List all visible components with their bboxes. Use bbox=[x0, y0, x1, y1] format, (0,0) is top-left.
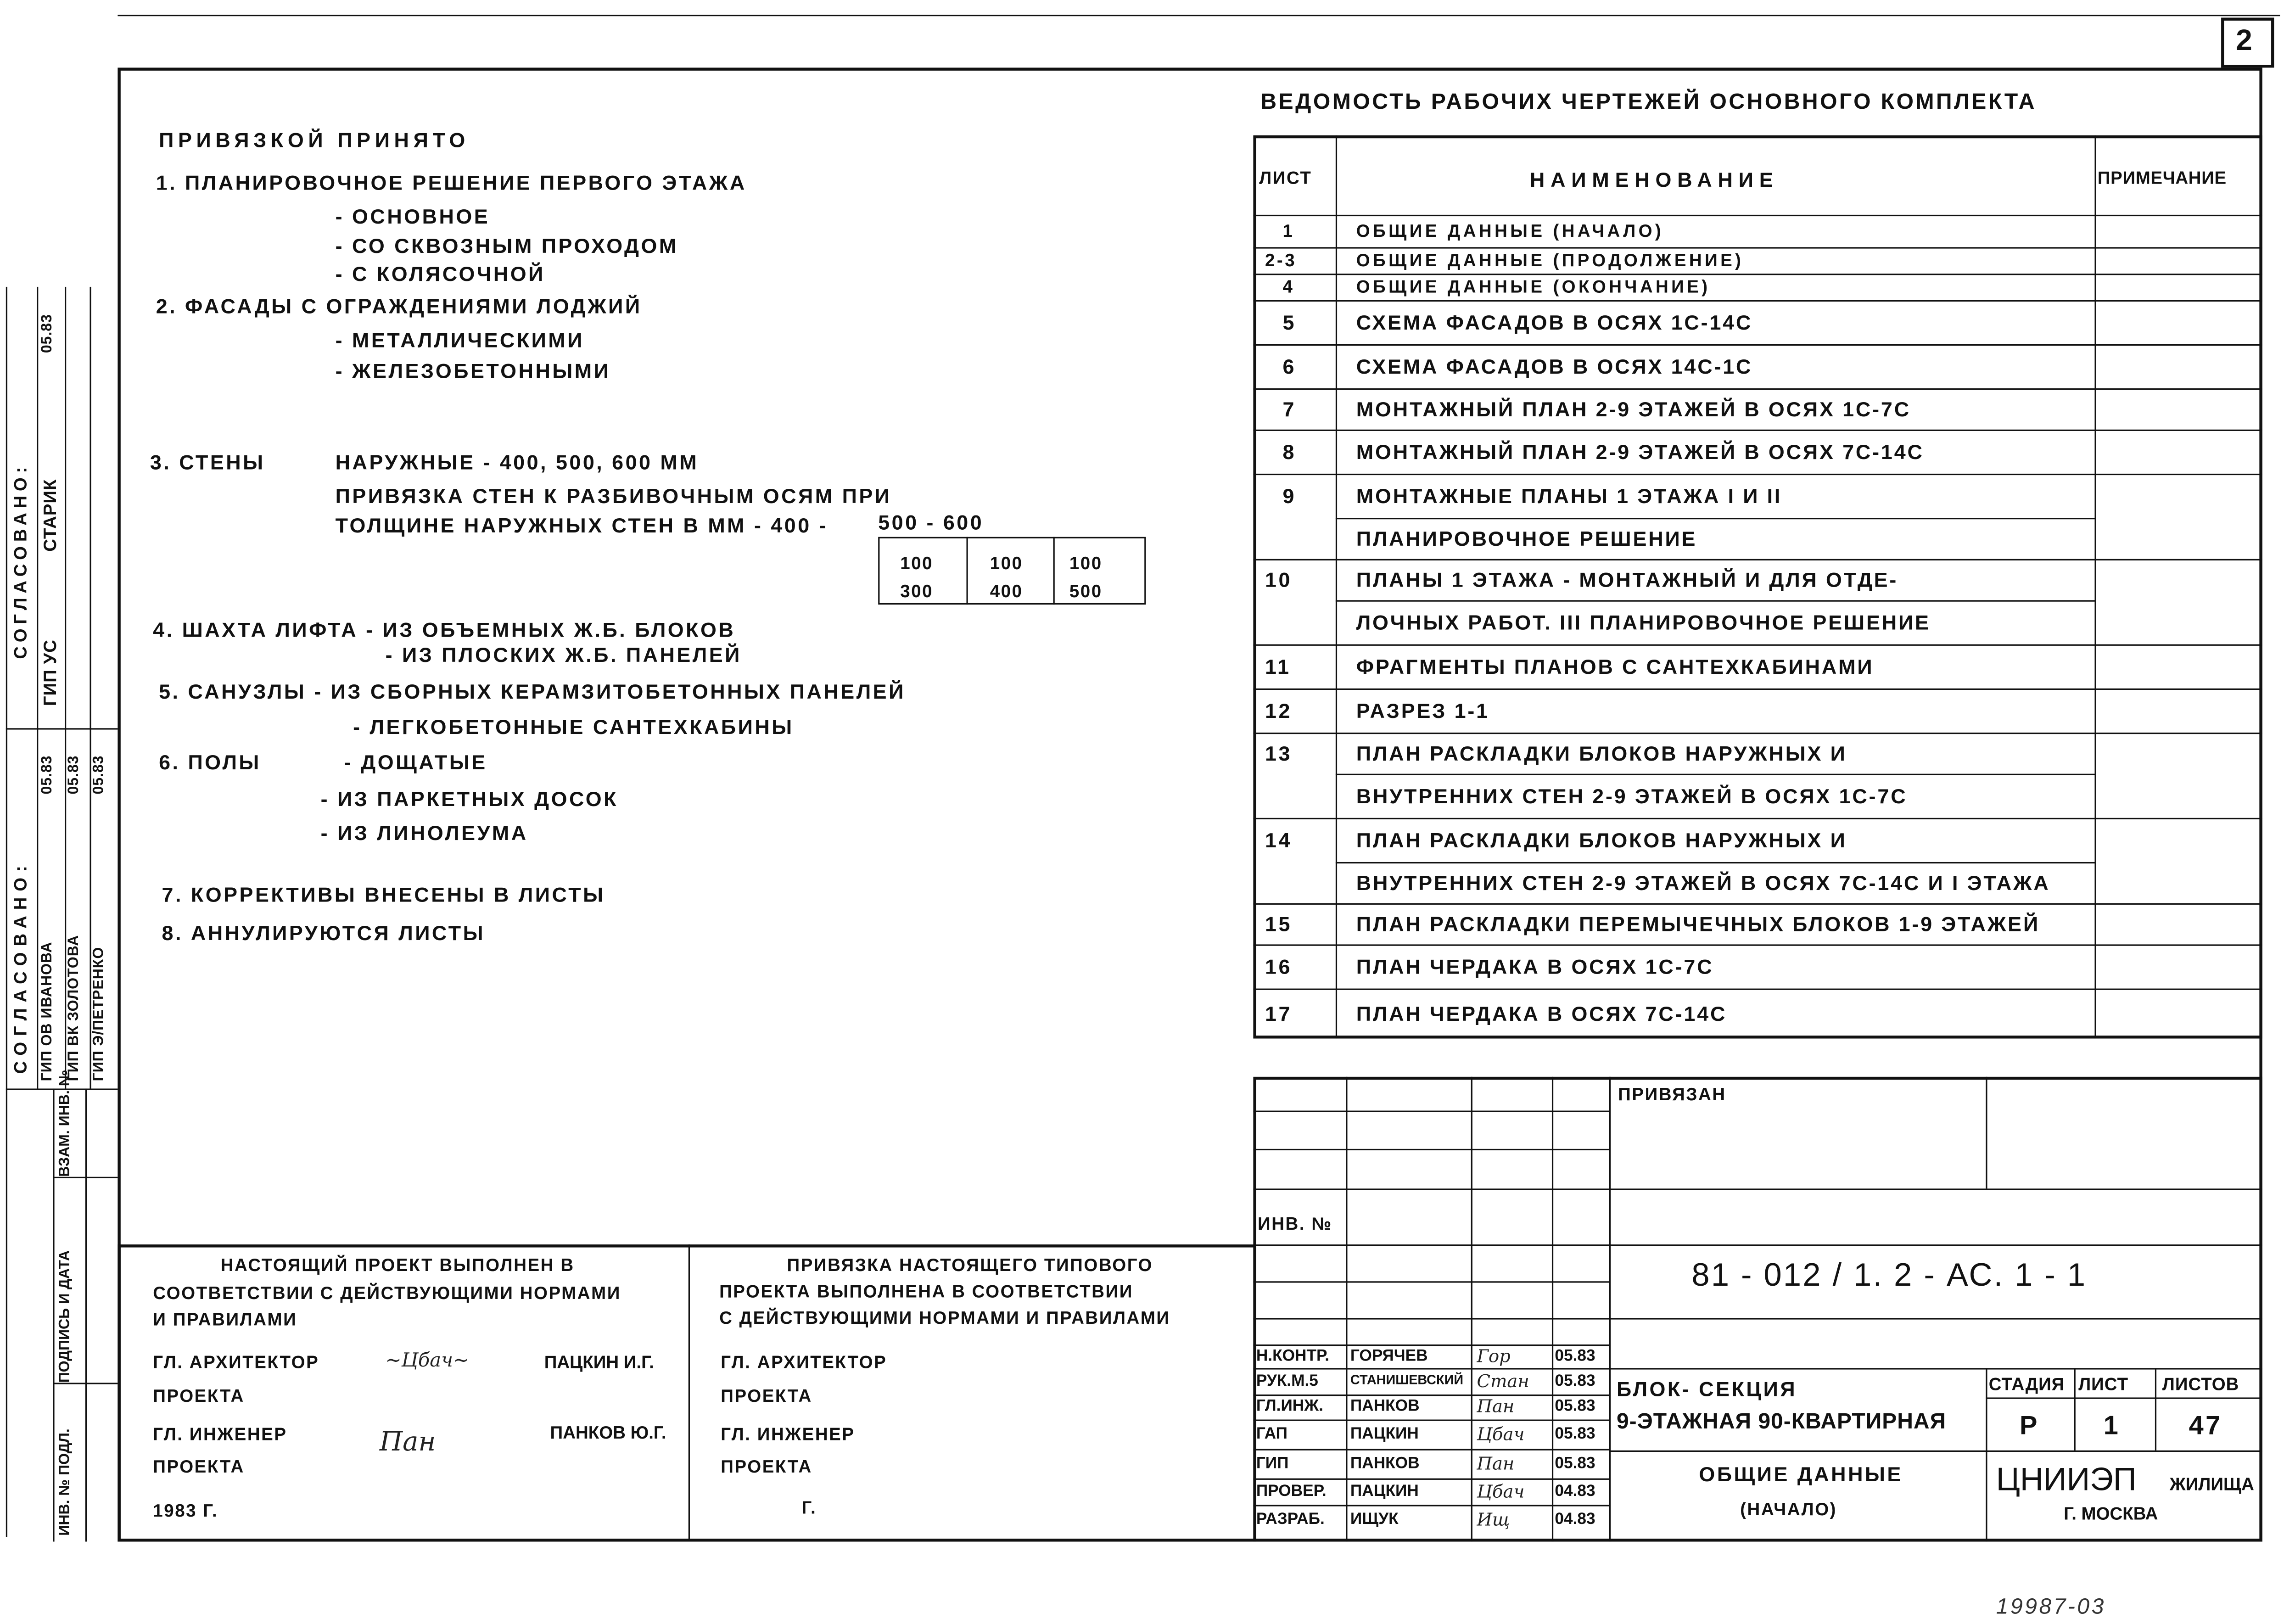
register-sheet-name[interactable]: ВНУТРЕННИХ СТЕН 2-9 ЭТАЖЕЙ В ОСЯХ 1С-7С bbox=[1356, 784, 1908, 808]
rule-line bbox=[1253, 733, 2262, 734]
inv-replace-label: ВЗАМ. ИНВ. № bbox=[57, 1070, 74, 1177]
signature: Гор bbox=[1477, 1345, 1511, 1366]
signer-name: ПАЦКИН bbox=[1350, 1424, 1419, 1443]
rule-line bbox=[2155, 1368, 2156, 1450]
rule-line bbox=[1986, 1397, 2262, 1399]
approved-label-2: СОГЛАСОВАНО: bbox=[10, 463, 31, 659]
signer-date: 05.83 bbox=[1555, 1424, 1595, 1443]
register-sheet-name[interactable]: ПЛАН РАСКЛАДКИ ПЕРЕМЫЧЕЧНЫХ БЛОКОВ 1-9 ЭТАЖЕЙ bbox=[1356, 912, 2040, 936]
chief-engineer-project: ПРОЕКТА bbox=[153, 1456, 245, 1477]
archive-number: 19987-03 bbox=[1996, 1594, 2106, 1620]
offset-1-bottom: 300 bbox=[900, 581, 934, 602]
register-sheet-name[interactable]: МОНТАЖНЫЙ ПЛАН 2-9 ЭТАЖЕЙ В ОСЯХ 1С-7С bbox=[1356, 397, 1911, 421]
approver-ov: ГИП ОВ ИВАНОВА bbox=[39, 941, 56, 1081]
register-sheet-name[interactable]: ОБЩИЕ ДАННЫЕ (ПРОДОЛЖЕНИЕ) bbox=[1356, 250, 1744, 271]
doc-title-1: ОБЩИЕ ДАННЫЕ bbox=[1699, 1462, 1903, 1486]
rule-line bbox=[1609, 1368, 2262, 1369]
rule-line bbox=[1253, 559, 2262, 560]
register-sheet-number: 8 bbox=[1282, 440, 1296, 464]
offset-2-bottom: 400 bbox=[990, 581, 1023, 602]
note-2b: - ЖЕЛЕЗОБЕТОННЫМИ bbox=[335, 358, 611, 383]
rule-line bbox=[1253, 474, 2262, 475]
signer-date: 05.83 bbox=[1555, 1346, 1595, 1365]
approver-us-name: СТАРИК bbox=[39, 479, 61, 552]
note-2: 2. ФАСАДЫ С ОГРАЖДЕНИЯМИ ЛОДЖИЙ bbox=[156, 294, 642, 318]
rule-line bbox=[1609, 1188, 2262, 1190]
note-1: 1. ПЛАНИРОВОЧНОЕ РЕШЕНИЕ ПЕРВОГО ЭТАЖА bbox=[156, 170, 747, 195]
approver-vk: ГИП ВК ЗОЛОТОВА bbox=[66, 935, 83, 1081]
register-sheet-number: 2-3 bbox=[1265, 250, 1297, 271]
signer-date: 04.83 bbox=[1555, 1482, 1595, 1500]
rule-line bbox=[37, 287, 38, 1089]
note-2a: - МЕТАЛЛИЧЕСКИМИ bbox=[335, 328, 585, 352]
rule-line bbox=[1253, 689, 2262, 690]
bind-architect-label: ГЛ. АРХИТЕКТОР bbox=[721, 1352, 887, 1372]
bound-label: ПРИВЯЗАН bbox=[1618, 1084, 1726, 1105]
rule-line bbox=[1609, 1450, 2262, 1452]
signer-name: ПАЦКИН bbox=[1350, 1482, 1419, 1500]
signature: Ищ bbox=[1477, 1508, 1510, 1529]
inv-orig-label: ИНВ. № ПОДЛ. bbox=[57, 1428, 74, 1536]
approver-date-3: 05.83 bbox=[91, 755, 107, 795]
approved-label-1: СОГЛАСОВАНО: bbox=[10, 860, 31, 1074]
note-5: 5. САНУЗЛЫ - ИЗ СБОРНЫХ КЕРАМЗИТОБЕТОННЫХ ПАНЕЛЕЙ bbox=[159, 679, 906, 703]
register-sheet-name[interactable]: МОНТАЖНЫЙ ПЛАН 2-9 ЭТАЖЕЙ В ОСЯХ 7С-14С bbox=[1356, 440, 1924, 464]
register-sheet-number: 17 bbox=[1265, 1002, 1292, 1025]
approver-e: ГИП Э/ПЕТРЕНКО bbox=[91, 946, 107, 1081]
object-line-2: 9-ЭТАЖНАЯ 90-КВАРТИРНАЯ bbox=[1616, 1409, 1947, 1434]
sheet-value: 1 bbox=[2103, 1411, 2121, 1440]
signer-date: 05.83 bbox=[1555, 1454, 1595, 1472]
register-sheet-number: 11 bbox=[1265, 655, 1291, 678]
rule-line bbox=[1053, 537, 1055, 605]
rule-line bbox=[1552, 1077, 1553, 1542]
bind-engineer-label: ГЛ. ИНЖЕНЕР bbox=[721, 1424, 855, 1445]
register-sheet-number: 6 bbox=[1282, 354, 1296, 378]
register-sheet-number: 1 bbox=[1282, 220, 1295, 241]
rule-line bbox=[1986, 1077, 1987, 1189]
register-sheet-number: 15 bbox=[1265, 912, 1292, 936]
rule-line bbox=[1253, 1244, 1609, 1246]
signer-role: ГЛ.ИНЖ. bbox=[1256, 1397, 1323, 1415]
top-edge bbox=[118, 15, 2280, 16]
rule-line bbox=[2074, 1368, 2076, 1450]
register-sheet-name[interactable]: ПЛАН ЧЕРДАКА В ОСЯХ 1С-7С bbox=[1356, 954, 1714, 979]
rule-line bbox=[1253, 1281, 1609, 1282]
register-title: ВЕДОМОСТЬ РАБОЧИХ ЧЕРТЕЖЕЙ ОСНОВНОГО КОМПЛЕКТА bbox=[1260, 90, 2037, 115]
rule-line bbox=[1609, 1077, 1611, 1542]
sheets-value: 47 bbox=[2189, 1411, 2222, 1440]
header-note: ПРИМЕЧАНИЕ bbox=[2097, 168, 2227, 189]
register-sheet-name[interactable]: РАЗРЕЗ 1-1 bbox=[1356, 699, 1489, 722]
rule-line bbox=[85, 1088, 87, 1541]
register-sheet-number: 13 bbox=[1265, 741, 1292, 765]
signer-role: ГИП bbox=[1256, 1454, 1289, 1472]
note-8: 8. АННУЛИРУЮТСЯ ЛИСТЫ bbox=[162, 921, 486, 945]
note-6a: - ДОЩАТЫЕ bbox=[344, 750, 487, 774]
rule-line bbox=[1253, 944, 2262, 946]
register-sheet-name[interactable]: ПЛАН РАСКЛАДКИ БЛОКОВ НАРУЖНЫХ И bbox=[1356, 741, 1847, 765]
register-sheet-number: 12 bbox=[1265, 699, 1292, 722]
decl-left-1: НАСТОЯЩИЙ ПРОЕКТ ВЫПОЛНЕН В bbox=[220, 1254, 575, 1276]
signature: Стан bbox=[1477, 1370, 1529, 1391]
org-name: ЦНИИЭП bbox=[1996, 1461, 2137, 1498]
object-line-1: БЛОК- СЕКЦИЯ bbox=[1616, 1377, 1797, 1400]
rule-line bbox=[1253, 1420, 1609, 1421]
signer-role: ПРОВЕР. bbox=[1256, 1482, 1327, 1500]
rule-line bbox=[1253, 1149, 1609, 1150]
rule-line bbox=[1253, 274, 2262, 275]
register-sheet-name[interactable]: МОНТАЖНЫЕ ПЛАНЫ 1 ЭТАЖА I И II bbox=[1356, 484, 1782, 508]
signer-date: 05.83 bbox=[1555, 1397, 1595, 1415]
register-sheet-name[interactable]: ОБЩИЕ ДАННЫЕ (ОКОНЧАНИЕ) bbox=[1356, 276, 1711, 297]
signer-name: ГОРЯЧЕВ bbox=[1350, 1346, 1428, 1365]
register-sheet-name[interactable]: ВНУТРЕННИХ СТЕН 2-9 ЭТАЖЕЙ В ОСЯХ 7С-14С И I ЭТАЖА bbox=[1356, 871, 2050, 895]
register-sheet-number: 5 bbox=[1282, 310, 1296, 334]
bind-engineer-project: ПРОЕКТА bbox=[721, 1456, 812, 1477]
decl-year: 1983 Г. bbox=[153, 1500, 218, 1521]
register-sheet-name[interactable]: ФРАГМЕНТЫ ПЛАНОВ С САНТЕХКАБИНАМИ bbox=[1356, 655, 1874, 678]
rule-line bbox=[1253, 430, 2262, 431]
rule-line bbox=[1253, 1344, 1609, 1346]
rule-line bbox=[1609, 1244, 2262, 1246]
rule-line bbox=[1253, 1505, 1609, 1506]
rule-line bbox=[1253, 818, 2262, 819]
architect-name: ПАЦКИН И.Г. bbox=[544, 1352, 654, 1372]
bind-architect-project: ПРОЕКТА bbox=[721, 1385, 812, 1406]
signature: Пан bbox=[1477, 1452, 1515, 1473]
rule-line bbox=[1336, 862, 2095, 863]
register-sheet-name[interactable]: СХЕМА ФАСАДОВ В ОСЯХ 14С-1С bbox=[1356, 354, 1753, 378]
org-sub: ЖИЛИЩА bbox=[2169, 1474, 2254, 1495]
rule-line bbox=[1336, 774, 2095, 775]
chief-engineer-label: ГЛ. ИНЖЕНЕР bbox=[153, 1424, 287, 1445]
rule-line bbox=[1253, 215, 2262, 216]
register-sheet-number: 9 bbox=[1282, 484, 1296, 508]
rule-line bbox=[966, 537, 968, 605]
signature: Цбач bbox=[1477, 1480, 1525, 1501]
register-sheet-number: 14 bbox=[1265, 828, 1292, 852]
register-sheet-name[interactable]: ПЛАНИРОВОЧНОЕ РЕШЕНИЕ bbox=[1356, 526, 1697, 550]
offset-3-top: 100 bbox=[1069, 553, 1103, 574]
register-sheet-name[interactable]: ПЛАНЫ 1 ЭТАЖА - МОНТАЖНЫЙ И ДЛЯ ОТДЕ- bbox=[1356, 568, 1898, 592]
register-sheet-name[interactable]: СХЕМА ФАСАДОВ В ОСЯХ 1С-14С bbox=[1356, 310, 1753, 334]
note-3c: ТОЛЩИНЕ НАРУЖНЫХ СТЕН В ММ - 400 - bbox=[335, 513, 828, 537]
rule-line bbox=[1253, 344, 2262, 346]
header-name: НАИМЕНОВАНИЕ bbox=[1529, 168, 1779, 191]
register-sheet-number: 10 bbox=[1265, 568, 1292, 592]
rule-line bbox=[1253, 300, 2262, 302]
register-sheet-number: 4 bbox=[1282, 276, 1295, 297]
rule-line bbox=[53, 1088, 54, 1541]
sheets-label: ЛИСТОВ bbox=[2162, 1374, 2239, 1395]
rule-line bbox=[1253, 1368, 1609, 1369]
signer-name: ПАНКОВ bbox=[1350, 1454, 1420, 1472]
decl-left-3: И ПРАВИЛАМИ bbox=[153, 1309, 297, 1330]
signer-name: ИЩУК bbox=[1350, 1510, 1399, 1528]
note-3d: 500 - 600 bbox=[878, 510, 984, 534]
signature: Цбач bbox=[1477, 1423, 1525, 1444]
chief-architect-label: ГЛ. АРХИТЕКТОР bbox=[153, 1352, 319, 1372]
approver-us-date: 05.83 bbox=[39, 314, 56, 353]
signer-date: 05.83 bbox=[1555, 1372, 1595, 1389]
signer-role: РАЗРАБ. bbox=[1256, 1510, 1325, 1528]
offset-2-top: 100 bbox=[990, 553, 1023, 574]
rule-line bbox=[1253, 388, 2262, 390]
signer-name: СТАНИШЕВСКИЙ bbox=[1350, 1372, 1464, 1387]
rule-line bbox=[1253, 1394, 1609, 1396]
note-3: 3. СТЕНЫ bbox=[150, 450, 265, 474]
rule-line bbox=[1471, 1077, 1472, 1542]
inv-label: ИНВ. № bbox=[1258, 1213, 1332, 1234]
rule-line bbox=[6, 287, 7, 1537]
approver-us: ГИП УС bbox=[39, 639, 61, 706]
signer-name: ПАНКОВ bbox=[1350, 1397, 1420, 1415]
note-7: 7. КОРРЕКТИВЫ ВНЕСЕНЫ В ЛИСТЫ bbox=[162, 882, 605, 907]
rule-line bbox=[1253, 903, 2262, 905]
approver-date-1: 05.83 bbox=[39, 755, 56, 795]
rule-line bbox=[1253, 1111, 1609, 1112]
note-3b: ПРИВЯЗКА СТЕН К РАЗБИВОЧНЫМ ОСЯМ ПРИ bbox=[335, 484, 892, 508]
note-5a: - ЛЕГКОБЕТОННЫЕ САНТЕХКАБИНЫ bbox=[353, 715, 794, 739]
rule-line bbox=[1253, 989, 2262, 990]
offset-3-bottom: 500 bbox=[1069, 581, 1103, 602]
note-1a: - ОСНОВНОЕ bbox=[335, 204, 490, 228]
signer-role: ГАП bbox=[1256, 1424, 1287, 1443]
register-sheet-name[interactable]: ПЛАН ЧЕРДАКА В ОСЯХ 7С-14С bbox=[1356, 1002, 1727, 1025]
rule-line bbox=[1346, 1077, 1347, 1542]
rule-line bbox=[1253, 1188, 1609, 1190]
signer-role: Н.КОНТР. bbox=[1256, 1346, 1330, 1365]
note-4a: - ИЗ ПЛОСКИХ Ж.Б. ПАНЕЛЕЙ bbox=[385, 643, 742, 666]
rule-line bbox=[688, 1244, 690, 1539]
signature: Пан bbox=[1477, 1396, 1515, 1417]
note-6: 6. ПОЛЫ bbox=[159, 750, 261, 774]
rule-line bbox=[1609, 1318, 2262, 1319]
engineer-name: ПАНКОВ Ю.Г. bbox=[550, 1422, 666, 1443]
stage-label: СТАДИЯ bbox=[1988, 1374, 2065, 1395]
engineer-signature: Пан bbox=[379, 1427, 436, 1458]
notes-heading: ПРИВЯЗКОЙ ПРИНЯТО bbox=[159, 128, 470, 152]
sign-date-label: ПОДПИСЬ И ДАТА bbox=[57, 1250, 74, 1383]
rule-line bbox=[1336, 600, 2095, 602]
signer-role: РУК.М.5 bbox=[1256, 1372, 1318, 1389]
chief-architect-project: ПРОЕКТА bbox=[153, 1385, 245, 1406]
rule-line bbox=[1253, 1449, 1609, 1450]
doc-title-2: (НАЧАЛО) bbox=[1740, 1499, 1837, 1520]
decl-left-2: СООТВЕТСТВИИ С ДЕЙСТВУЮЩИМИ НОРМАМИ bbox=[153, 1282, 621, 1304]
note-6c: - ИЗ ЛИНОЛЕУМА bbox=[320, 821, 528, 845]
register-sheet-name[interactable]: ОБЩИЕ ДАННЫЕ (НАЧАЛО) bbox=[1356, 220, 1664, 241]
decl-right-1: ПРИВЯЗКА НАСТОЯЩЕГО ТИПОВОГО bbox=[787, 1254, 1153, 1276]
rule-line bbox=[1986, 1368, 1987, 1541]
rule-line bbox=[1253, 247, 2262, 248]
register-sheet-number: 16 bbox=[1265, 954, 1292, 979]
stage-value: Р bbox=[2020, 1411, 2040, 1440]
note-4: 4. ШАХТА ЛИФТА - ИЗ ОБЪЕМНЫХ Ж.Б. БЛОКОВ bbox=[153, 617, 736, 642]
rule-line bbox=[53, 1177, 118, 1178]
rule-line bbox=[53, 1383, 118, 1384]
register-sheet-name[interactable]: ПЛАН РАСКЛАДКИ БЛОКОВ НАРУЖНЫХ И bbox=[1356, 828, 1847, 852]
sheet-number: 2 bbox=[2236, 25, 2255, 57]
register-sheet-number: 7 bbox=[1282, 397, 1296, 421]
rule-line bbox=[1253, 1318, 1609, 1319]
rule-line bbox=[1336, 518, 2095, 519]
sheet-label: ЛИСТ bbox=[2078, 1374, 2129, 1395]
rule-line bbox=[6, 728, 118, 729]
approver-date-2: 05.83 bbox=[66, 755, 83, 795]
drawing-code: 81 - 012 / 1. 2 - АС. 1 - 1 bbox=[1691, 1256, 2087, 1293]
rule-line bbox=[1253, 1478, 1609, 1480]
decl-right-3: С ДЕЙСТВУЮЩИМИ НОРМАМИ И ПРАВИЛАМИ bbox=[719, 1307, 1170, 1328]
signer-date: 04.83 bbox=[1555, 1510, 1595, 1528]
org-city: Г. МОСКВА bbox=[2064, 1503, 2158, 1524]
offset-1-top: 100 bbox=[900, 553, 934, 574]
note-6b: - ИЗ ПАРКЕТНЫХ ДОСОК bbox=[320, 787, 619, 811]
register-sheet-name[interactable]: ЛОЧНЫХ РАБОТ. III ПЛАНИРОВОЧНОЕ РЕШЕНИЕ bbox=[1356, 610, 1931, 634]
architect-signature: ~Цбач~ bbox=[385, 1350, 469, 1372]
decl-right-2: ПРОЕКТА ВЫПОЛНЕНА В СООТВЕТСТВИИ bbox=[719, 1281, 1133, 1302]
note-1c: - С КОЛЯСОЧНОЙ bbox=[335, 262, 545, 286]
rule-line bbox=[1253, 644, 2262, 646]
bind-year: Г. bbox=[801, 1497, 817, 1518]
note-3a: НАРУЖНЫЕ - 400, 500, 600 ММ bbox=[335, 450, 699, 474]
note-1b: - СО СКВОЗНЫМ ПРОХОДОМ bbox=[335, 234, 678, 258]
header-sheet: ЛИСТ bbox=[1259, 168, 1312, 189]
